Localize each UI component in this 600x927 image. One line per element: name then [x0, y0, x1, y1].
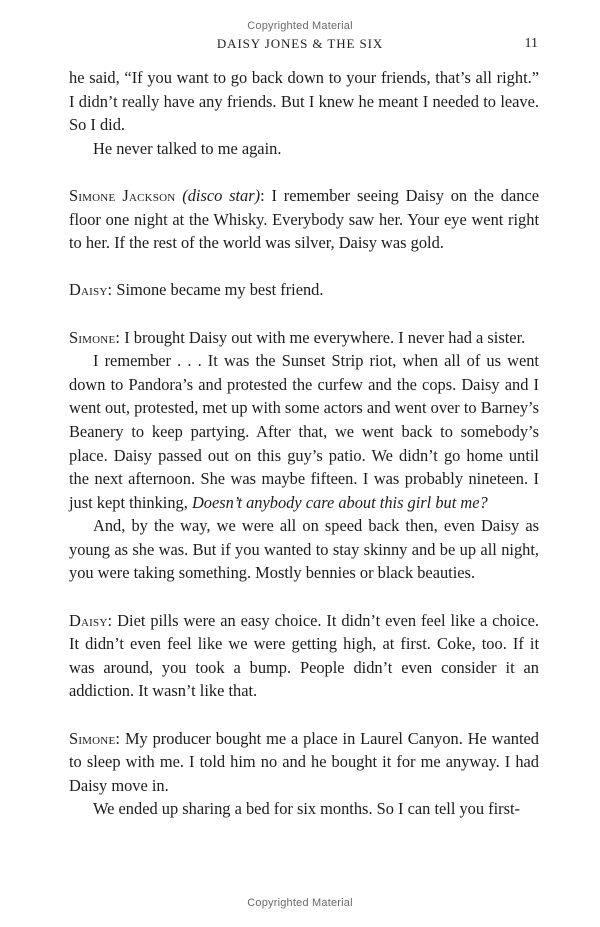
paragraph-text: I brought Daisy out with me everywhere. I never had a sister. — [120, 327, 526, 347]
speaker-role: (disco star) — [182, 185, 261, 205]
copyright-notice-bottom: Copyrighted Material — [247, 897, 353, 909]
paragraph — [69, 326, 539, 350]
paragraph — [69, 609, 539, 703]
speaker-name: Simone Jackson — [69, 185, 176, 205]
paragraph — [69, 727, 539, 798]
paragraph-text: My producer bought me a place in Laurel Canyon. He wanted to sleep with me. I told him no and he bought it for me anyway. I had Daisy move in. — [69, 728, 539, 795]
paragraph: he said, “If you want to go back down to your friends, that’s all right.” I didn’t really have any friends. But I knew he meant I needed to leave. So I did. — [69, 68, 539, 135]
speaker-name: Simone: — [69, 728, 121, 748]
paragraph: We ended up sharing a bed for six months. So I can tell you first- — [93, 799, 521, 819]
paragraph — [69, 349, 539, 514]
paragraph — [69, 278, 539, 302]
speaker-colon: : — [260, 185, 265, 205]
paragraph-emphasis: Doesn’t anybody care about this girl but me? — [191, 492, 488, 512]
paragraph-text: I remember seeing Daisy on the dance floor one night at the Whisky. Everybody saw her. Your eye went right to her. If the rest of the world was silver, Daisy was gold. — [69, 185, 539, 253]
paragraph — [69, 184, 539, 255]
paragraph: He never talked to me again. — [93, 138, 282, 158]
body-text — [69, 66, 539, 821]
paragraph-text: I remember . . . It was the Sunset Strip riot, when all of us went down to Pandora’s and protested the curfew and the cops. Daisy and I went out, protested, met up with some actors and went over to Barney’s Beanery to keep partying. After that, we went back to somebody’s place. Daisy passed out on this guy’s patio. We didn’t go home until the next afternoon. She was maybe fifteen. I was probably nineteen. I just kept thinking, — [69, 351, 539, 512]
page-number: 11 — [524, 36, 538, 51]
copyright-notice-top: Copyrighted Material — [247, 20, 353, 32]
paragraph: And, by the way, we were all on speed back then, even Daisy as young as she was. But if you wanted to stay skinny and be up all night, you were taking something. Mostly bennies or black beauties. — [69, 516, 539, 583]
speaker-name: Daisy: — [69, 610, 113, 630]
speaker-name: Daisy: — [69, 280, 113, 300]
speaker-name: Simone: — [69, 327, 121, 347]
paragraph-text: Diet pills were an easy choice. It didn’t even feel like a choice. It didn’t even feel like we were getting high, at first. Coke, too. If it was around, you took a bump. People didn’t even consider it an addiction. It wasn’t like that. — [69, 610, 539, 701]
running-head — [0, 36, 600, 56]
running-title: DAISY JONES & THE SIX — [216, 36, 384, 51]
paragraph-text: Simone became my best friend. — [112, 280, 324, 300]
